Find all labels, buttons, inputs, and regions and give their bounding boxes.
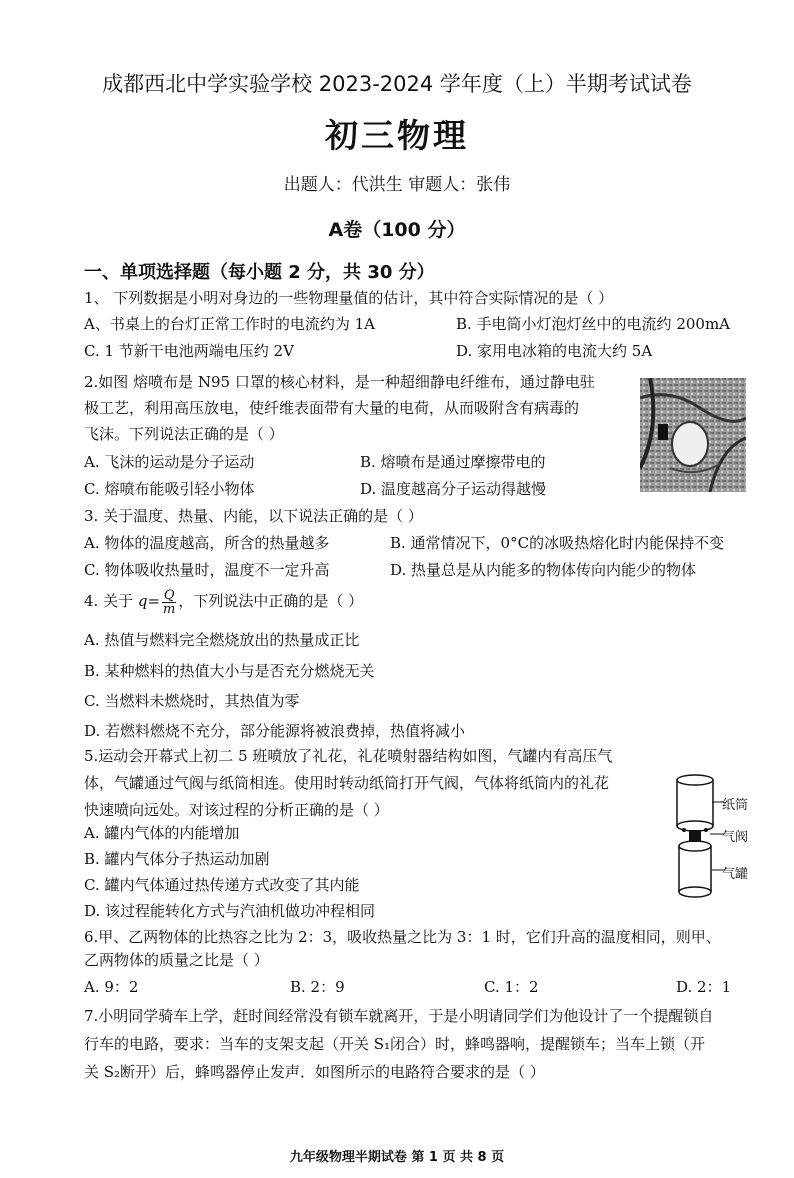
q3-option-a: A. 物体的温度越高，所含的热量越多: [84, 534, 330, 552]
q4-option-c: C. 当燃料未燃烧时，其热值为零: [84, 692, 300, 710]
q1-option-a: A、书桌上的台灯正常工作时的电流约为 1A: [84, 315, 375, 333]
q6-option-a: A. 9：2: [84, 978, 139, 996]
q3-stem: 3. 关于温度、热量、内能，以下说法正确的是（ ）: [84, 507, 423, 525]
page-footer: 九年级物理半期试卷 第 1 页 共 8 页: [289, 1150, 505, 1165]
q4-stem: [84, 586, 363, 616]
authors-line: 出题人：代洪生 审题人：张伟: [283, 175, 511, 195]
q2-line-2: 极工艺，利用高压放电，使纤维表面带有大量的电荷，从而吸附含有病毒的: [84, 399, 580, 417]
q3-option-d: D. 热量总是从内能多的物体传向内能少的物体: [390, 561, 697, 579]
q4-option-d: D. 若燃料燃烧不充分，部分能源将被浪费掉，热值将减小: [84, 722, 466, 740]
q1-option-b: B. 手电筒小灯泡灯丝中的电流约 200mA: [456, 315, 731, 333]
q6-option-c: C. 1：2: [484, 978, 539, 996]
q6-line-1: 6.甲、乙两物体的比热容之比为 2：3，吸收热量之比为 3：1 时，它们升高的温度相同，则甲、: [84, 928, 721, 946]
q4-formula-fraction: [162, 589, 176, 616]
q5-line-2: 体，气罐通过气阀与纸筒相连。使用时转动纸筒打开气阀，气体将纸筒内的礼花: [84, 774, 610, 792]
q4-formula-denominator: m: [163, 601, 176, 617]
q3-option-c: C. 物体吸收热量时，温度不一定升高: [84, 561, 330, 579]
q6-option-b: B. 2：9: [290, 978, 345, 996]
q2-option-d: D. 温度越高分子运动得越慢: [360, 480, 547, 498]
label-paper-tube: 纸筒: [722, 798, 749, 813]
q5-option-b: B. 罐内气体分子热运动加剧: [84, 850, 270, 868]
q1-option-d: D. 家用电冰箱的电流大约 5A: [456, 342, 653, 360]
q5-option-a: A. 罐内气体的内能增加: [84, 824, 240, 842]
apparatus-leader-lines: [710, 790, 730, 880]
section-title: 一、单项选择题（每小题 2 分，共 30 分）: [84, 262, 435, 283]
q6-option-d: D. 2：1: [676, 978, 732, 996]
q6-line-2: 乙两物体的质量之比是（ ）: [84, 951, 269, 969]
q4-option-a: A. 热值与燃料完全燃烧放出的热量成正比: [84, 631, 360, 649]
q4-formula-numerator: Q: [163, 587, 175, 603]
q5-option-c: C. 罐内气体通过热传递方式改变了其内能: [84, 876, 360, 894]
paper-a-heading: A卷（100 分）: [328, 219, 466, 241]
subject-title: 初三物理: [325, 116, 469, 155]
school-title: 成都西北中学实验学校 2023-2024 学年度（上）半期考试试卷: [102, 72, 692, 96]
q2-line-1: 2.如图 熔喷布是 N95 口罩的核心材料，是一种超细静电纤维布，通过静电驻: [84, 373, 595, 391]
q1-option-c: C. 1 节新干电池两端电压约 2V: [84, 342, 294, 360]
q2-option-c: C. 熔喷布能吸引轻小物体: [84, 480, 255, 498]
q4-suffix: ，下列说法中正确的是（ ）: [178, 592, 364, 610]
q4-prefix: 4. 关于: [84, 592, 134, 610]
label-gas-tank: 气罐: [722, 867, 749, 882]
q5-line-1: 5.运动会开幕式上初二 5 班喷放了礼花，礼花喷射器结构如图，气罐内有高压气: [84, 747, 613, 765]
q7-line-3: 关 S₂断开）后，蜂鸣器停止发声．如图所示的电路符合要求的是（ ）: [84, 1063, 545, 1081]
q2-option-a: A. 飞沫的运动是分子运动: [84, 453, 255, 471]
q2-option-b: B. 熔喷布是通过摩擦带电的: [360, 453, 546, 471]
meltblown-fabric-photo: [640, 378, 746, 492]
q4-option-b: B. 某种燃料的热值大小与是否充分燃烧无关: [84, 662, 375, 680]
q2-line-3: 飞沫。下列说法正确的是（ ）: [84, 425, 284, 443]
q7-line-1: 7.小明同学骑车上学，赶时间经常没有锁车就离开，于是小明请同学们为他设计了一个提醒锁自: [84, 1007, 714, 1025]
q3-option-b: B. 通常情况下，0°C的冰吸热熔化时内能保持不变: [390, 534, 725, 552]
q1-stem: 1、 下列数据是小明对身边的一些物理量值的估计，其中符合实际情况的是（ ）: [84, 289, 614, 307]
q7-line-2: 行车的电路，要求：当车的支架支起（开关 S₁闭合）时，蜂鸣器响，提醒锁车；当车上锁（开: [84, 1035, 706, 1053]
q5-option-d: D. 该过程能转化方式与汽油机做功冲程相同: [84, 902, 376, 920]
label-valve: 气阀: [722, 830, 749, 845]
q4-formula-lhs: q=: [137, 592, 161, 610]
q5-line-3: 快速喷向远处。对该过程的分析正确的是（ ）: [84, 801, 389, 819]
